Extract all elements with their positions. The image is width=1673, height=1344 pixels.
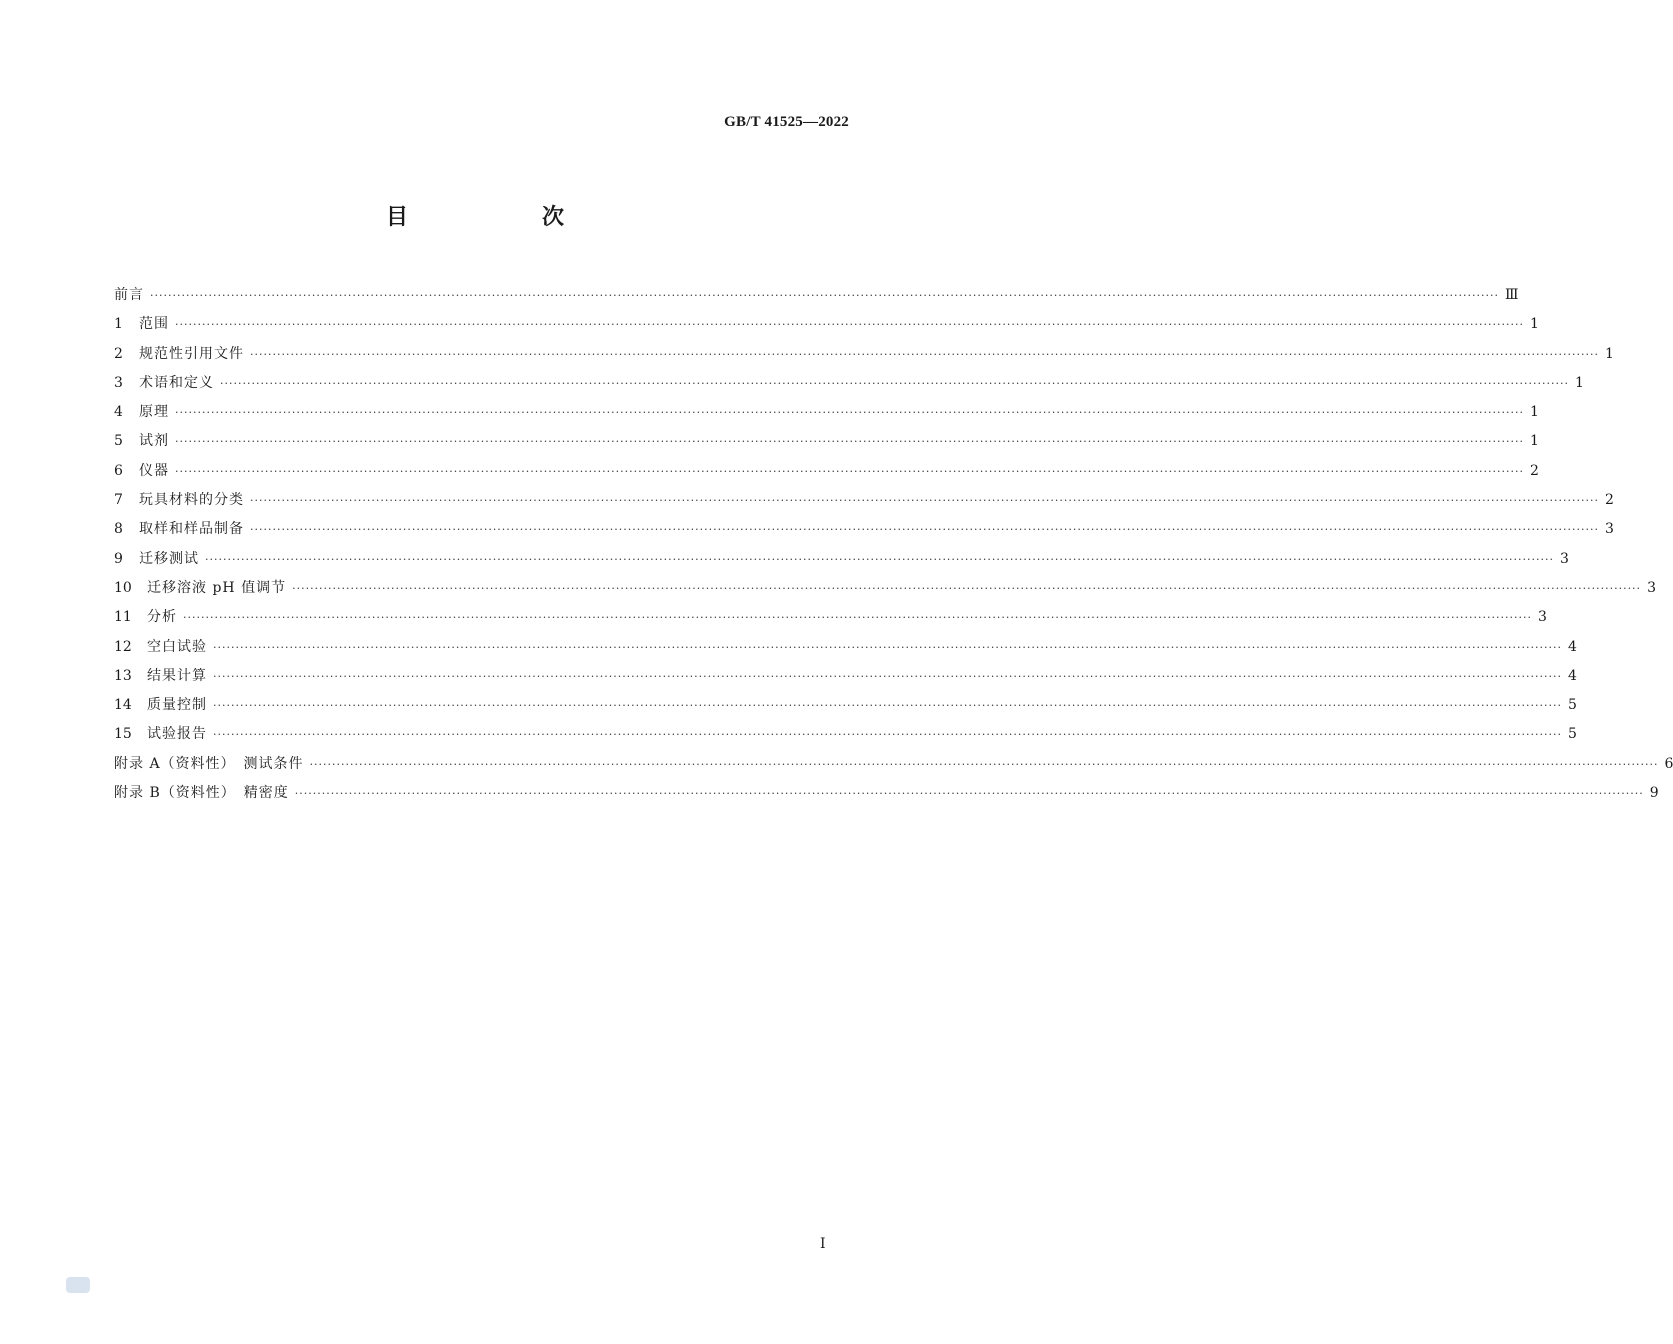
toc-entry-page: 4	[1567, 667, 1577, 684]
toc-leader-dots: ············································································································································································································································································································	[175, 435, 1524, 449]
toc-entry-title: 原理	[139, 404, 169, 421]
toc-entry-number: 11	[114, 609, 132, 626]
toc-leader-dots: ············································································································································································································································································································	[150, 289, 1499, 302]
toc-entry-page: 1	[1529, 316, 1539, 333]
toc-leader-dots: ············································································································································································································································································································	[309, 757, 1659, 771]
toc-entry-number: 6	[114, 462, 123, 479]
toc-entry-number: 13	[114, 667, 132, 684]
toc-entry[interactable]	[114, 486, 1614, 515]
toc-entry[interactable]	[114, 281, 1519, 310]
toc-entry[interactable]	[114, 545, 1569, 574]
toc-entry[interactable]	[114, 369, 1584, 398]
toc-leader-dots: ············································································································································································································································································································	[220, 376, 1569, 390]
toc-entry-page: 6	[1664, 755, 1673, 772]
page-title: 目 次	[385, 205, 620, 230]
toc-entry-title: 附录 B（资料性） 精密度	[114, 785, 289, 802]
toc-leader-dots: ············································································································································································································································································································	[205, 552, 1554, 566]
toc-leader-dots: ············································································································································································································································································································	[294, 787, 1644, 801]
toc-entry-title: 结果计算	[147, 667, 207, 684]
toc-entry-page: 4	[1567, 638, 1577, 655]
toc-entry-page: 1	[1529, 433, 1539, 450]
toc-entry-title: 迁移测试	[139, 550, 199, 567]
toc-entry[interactable]	[114, 750, 1673, 779]
toc-entry[interactable]	[114, 574, 1656, 603]
toc-entry[interactable]	[114, 398, 1539, 427]
toc-entry-title: 前言	[114, 287, 144, 303]
toc-entry[interactable]	[114, 662, 1577, 691]
toc-entry-title: 取样和样品制备	[139, 521, 244, 538]
toc-leader-dots: ············································································································································································································································································································	[250, 347, 1599, 361]
toc-entry-title: 质量控制	[147, 697, 207, 714]
page-number: Ⅰ	[820, 1236, 826, 1252]
toc-entry[interactable]	[114, 340, 1614, 369]
toc-entry-page: 3	[1559, 550, 1569, 567]
toc-leader-dots: ············································································································································································································································································································	[213, 699, 1562, 713]
toc-entry-number: 5	[114, 433, 123, 450]
toc-entry[interactable]	[114, 310, 1539, 339]
toc-entry[interactable]	[114, 515, 1614, 544]
toc-leader-dots: ············································································································································································································································································································	[213, 728, 1562, 742]
toc-entry-title: 空白试验	[147, 638, 207, 655]
toc-entry-page: 2	[1604, 492, 1614, 509]
toc-leader-dots: ············································································································································································································································································································	[175, 318, 1524, 332]
toc-entry-page: Ⅲ	[1504, 287, 1519, 303]
toc-entry-page: 1	[1529, 404, 1539, 421]
toc-entry-page: 2	[1529, 462, 1539, 479]
toc-entry-number: 14	[114, 697, 132, 714]
toc-entry-number: 9	[114, 550, 123, 567]
toc-entry-number: 10	[114, 579, 132, 596]
toc-entry-page: 3	[1647, 579, 1656, 596]
toc-entry[interactable]	[114, 427, 1539, 456]
table-of-contents	[114, 281, 1673, 808]
toc-entry-title: 分析	[147, 609, 177, 626]
toc-entry-page: 1	[1604, 345, 1614, 362]
toc-leader-dots: ············································································································································································································································································································	[183, 611, 1532, 625]
toc-entry-number: 2	[114, 345, 123, 362]
toc-entry-page: 5	[1567, 697, 1577, 714]
toc-entry-title: 试验报告	[147, 726, 207, 743]
toc-leader-dots: ············································································································································································································································································································	[292, 581, 1642, 595]
toc-leader-dots: ············································································································································································································································································································	[250, 494, 1599, 508]
toc-entry-title: 规范性引用文件	[139, 345, 244, 362]
toc-entry-title: 试剂	[139, 433, 169, 450]
toc-entry[interactable]	[114, 457, 1539, 486]
toc-entry-title: 迁移溶液 pH 值调节	[147, 579, 287, 596]
toc-entry-number: 7	[114, 492, 123, 509]
toc-leader-dots: ············································································································································································································································································································	[213, 669, 1562, 683]
toc-entry-title: 玩具材料的分类	[139, 492, 244, 509]
standard-code: GB/T 41525—2022	[724, 114, 849, 130]
toc-entry-number: 4	[114, 404, 123, 421]
toc-entry-number: 15	[114, 726, 132, 743]
publisher-logo	[66, 1277, 90, 1293]
toc-entry-page: 3	[1604, 521, 1614, 538]
toc-entry-number: 3	[114, 374, 123, 391]
toc-entry-page: 5	[1567, 726, 1577, 743]
toc-leader-dots: ············································································································································································································································································································	[250, 523, 1599, 537]
toc-entry-title: 术语和定义	[139, 374, 214, 391]
toc-entry-title: 范围	[139, 316, 169, 333]
toc-entry[interactable]	[114, 603, 1547, 632]
toc-entry-title: 附录 A（资料性） 测试条件	[114, 755, 304, 772]
toc-entry-number: 12	[114, 638, 132, 655]
toc-entry[interactable]	[114, 720, 1577, 749]
toc-entry[interactable]	[114, 633, 1577, 662]
toc-entry-page: 9	[1649, 785, 1659, 802]
toc-entry[interactable]	[114, 691, 1577, 720]
toc-entry-number: 1	[114, 316, 123, 333]
toc-entry-page: 1	[1574, 374, 1584, 391]
toc-entry-title: 仪器	[139, 462, 169, 479]
toc-entry-number: 8	[114, 521, 123, 538]
toc-leader-dots: ············································································································································································································································································································	[175, 406, 1524, 420]
toc-entry-page: 3	[1537, 609, 1547, 626]
toc-leader-dots: ············································································································································································································································································································	[213, 640, 1562, 654]
toc-leader-dots: ············································································································································································································································································································	[175, 464, 1524, 478]
toc-entry[interactable]	[114, 779, 1659, 808]
